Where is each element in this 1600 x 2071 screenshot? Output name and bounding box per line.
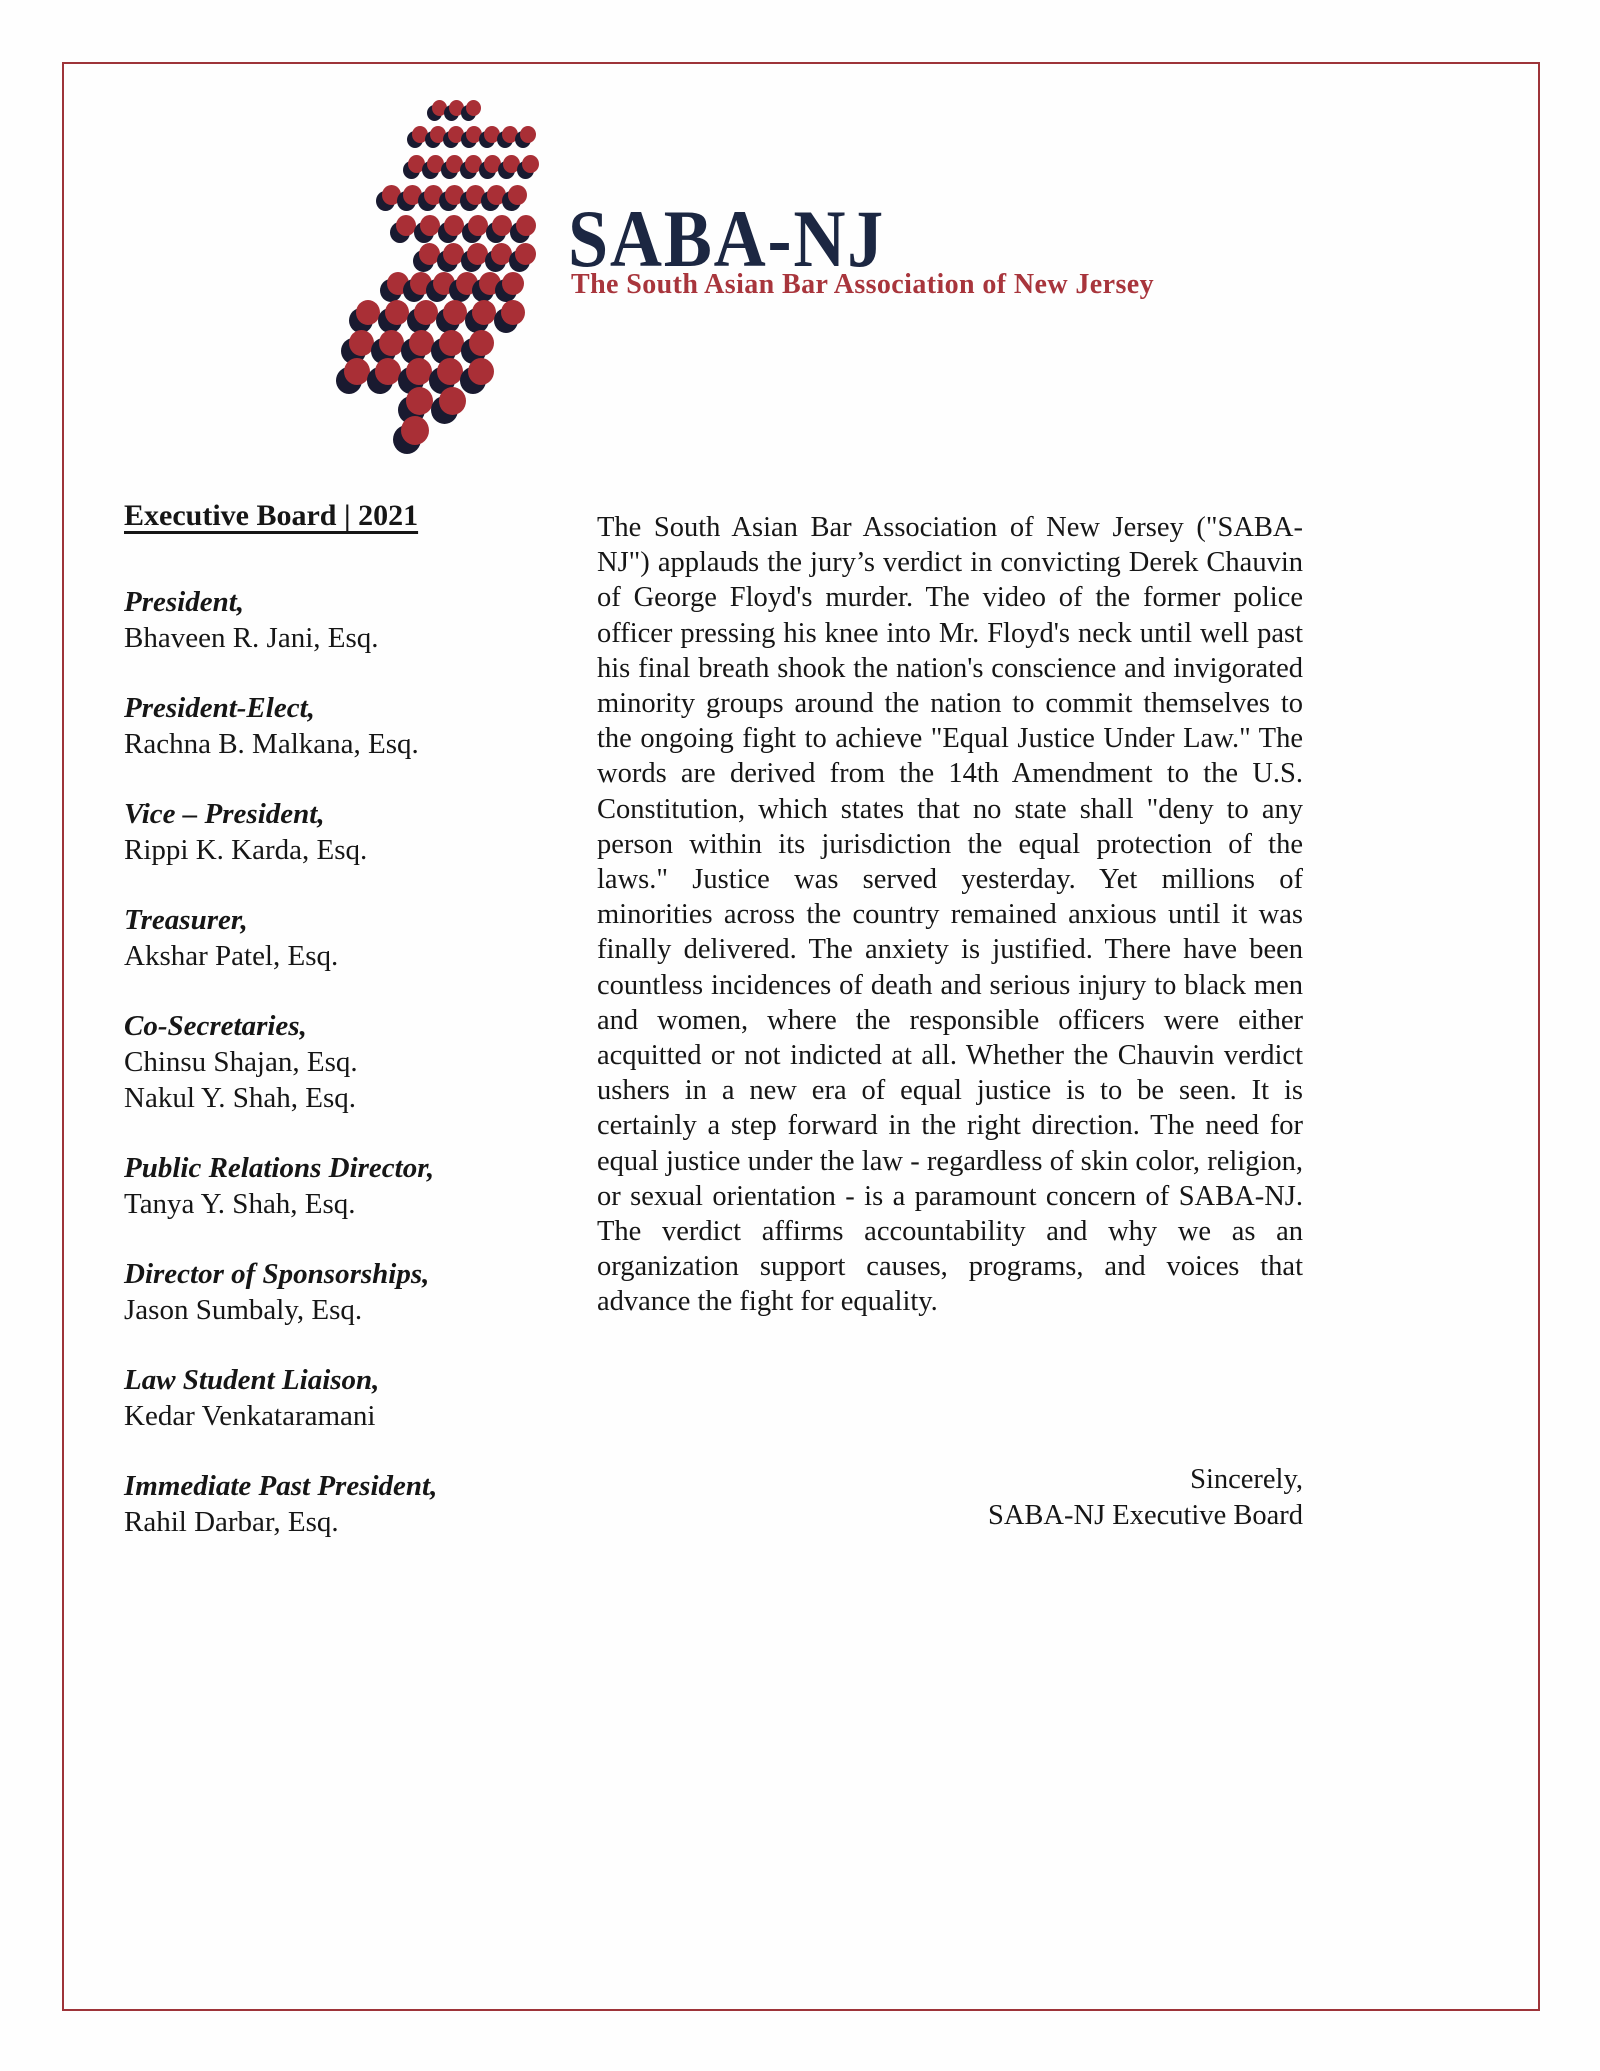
logo-dot [468, 358, 494, 385]
logo-dot [502, 126, 518, 143]
logo-dot [487, 185, 506, 205]
logo-dot [396, 215, 416, 236]
logo-dot [427, 155, 444, 173]
logo-dot [424, 185, 443, 205]
logo-dot [439, 387, 466, 415]
board-member-name: Akshar Patel, Esq. [124, 940, 339, 972]
board-member [124, 796, 554, 868]
logo-dot [419, 243, 440, 265]
closing-salutation: Sincerely, [1190, 1463, 1303, 1495]
logo-dot [484, 155, 501, 173]
logo-dot [466, 100, 481, 116]
board-member-name: Nakul Y. Shah, Esq. [124, 1082, 356, 1114]
logo-dot [349, 330, 374, 356]
logo-dot [456, 272, 478, 295]
logo-dot [508, 185, 527, 205]
logo-dot [439, 330, 464, 356]
board-member-name: Rahil Darbar, Esq. [124, 1506, 339, 1538]
logo-dot [430, 126, 446, 143]
board-member-name: Chinsu Shajan, Esq. [124, 1046, 358, 1078]
board-role-title: Law Student Liaison, [124, 1364, 380, 1396]
board-member [124, 1468, 554, 1540]
logo-dot [503, 155, 520, 173]
logo-dot [465, 155, 482, 173]
board-role-title: Director of Sponsorships, [124, 1258, 430, 1290]
logo-dot [445, 185, 464, 205]
board-heading: Executive Board | 2021 [124, 499, 419, 532]
board-member-name: Kedar Venkataramani [124, 1400, 376, 1432]
logo-dot [443, 300, 467, 325]
logo-dot [448, 126, 464, 143]
board-member-name: Rachna B. Malkana, Esq. [124, 728, 419, 760]
logo-dot [468, 215, 488, 236]
logo-dot [522, 155, 539, 173]
logo-dot [401, 416, 429, 445]
logo-dot [433, 272, 455, 295]
board-member-name: Tanya Y. Shah, Esq. [124, 1188, 356, 1220]
logo-dot [516, 215, 536, 236]
logo-dot [520, 126, 536, 143]
nj-state-dots-logo-icon [340, 88, 570, 453]
board-role-title: Public Relations Director, [124, 1152, 435, 1184]
logo-dot [472, 300, 496, 325]
letter-body-text: The South Asian Bar Association of New Jersey ("SABA-NJ") applauds the jury’s verdict in convicting Derek Chauvin of George Floyd's murder. The video of the former police officer pressing his knee into Mr. Floyd's neck until well past his final breath shook the nation's conscience and invigorated minority groups around the nation to commit themselves to the ongoing fight to achieve "Equal Justice Under Law." The words are derived from the 14th Amendment to the U.S. Constitution, which states that no state shall "deny to any person within its jurisdiction the equal protection of the laws." Justice was served yesterday. Yet millions of minorities across the country remained anxious until it was finally delivered. The anxiety is justified. There have been countless incidences of death and serious injury to black men and women, where the responsible officers were either acquitted or not indicted at all. Whether the Chauvin verdict ushers in a new era of equal justice is to be seen. It is certainly a step forward in the right direction. The need for equal justice under the law - regardless of skin color, religion, or sexual orientation - is a paramount concern of SABA-NJ. The verdict affirms accountability and why we as an organization support causes, programs, and voices that advance the fight for equality. [597, 512, 1303, 1318]
logo-dot [466, 185, 485, 205]
logo-dot [408, 155, 425, 173]
logo-dot [344, 358, 370, 385]
logo-dot [412, 126, 428, 143]
logo-dot [449, 100, 464, 116]
logo-dot [491, 243, 512, 265]
logo-dot [375, 358, 401, 385]
board-member [124, 902, 554, 974]
logo-dot [469, 330, 494, 356]
logo-dot [515, 243, 536, 265]
logo-dot [443, 243, 464, 265]
logo-dot [444, 215, 464, 236]
board-member [124, 1150, 554, 1222]
executive-board-column [124, 498, 554, 1574]
logo-dot [420, 215, 440, 236]
logo-dot [446, 155, 463, 173]
brand-name: SABA-NJ [568, 193, 886, 284]
logo-dot [432, 100, 447, 116]
logo-dot [479, 272, 501, 295]
logo-dot [406, 358, 432, 385]
board-list [124, 584, 554, 1540]
letter-closing [597, 1462, 1303, 1534]
board-role-title: President, [124, 586, 245, 618]
logo-dot [437, 358, 463, 385]
board-member-name: Rippi K. Karda, Esq. [124, 834, 368, 866]
board-member [124, 1362, 554, 1434]
board-role-title: Vice – President, [124, 798, 325, 830]
logo-dot [466, 126, 482, 143]
letter-body-column [597, 510, 1303, 1534]
logo-dot [356, 300, 380, 325]
logo-dot [414, 300, 438, 325]
logo-dot [467, 243, 488, 265]
board-role-title: Co-Secretaries, [124, 1010, 307, 1042]
logo-dot [382, 185, 401, 205]
logo-dot [385, 300, 409, 325]
closing-signature: SABA-NJ Executive Board [987, 1499, 1303, 1531]
board-member [124, 690, 554, 762]
logo-dot [409, 330, 434, 356]
logo-dot [406, 387, 433, 415]
board-member-name: Jason Sumbaly, Esq. [124, 1294, 363, 1326]
logo-dot [501, 300, 525, 325]
logo-dot [484, 126, 500, 143]
board-role-title: President-Elect, [124, 692, 315, 724]
logo-dot [387, 272, 409, 295]
logo-dot [492, 215, 512, 236]
board-member [124, 1256, 554, 1328]
board-member-name: Bhaveen R. Jani, Esq. [124, 622, 379, 654]
brand-tagline: The South Asian Bar Association of New Jersey [571, 269, 1154, 300]
logo-dot [410, 272, 432, 295]
logo-dot [379, 330, 404, 356]
board-role-title: Treasurer, [124, 904, 248, 936]
logo-dot [502, 272, 524, 295]
board-role-title: Immediate Past President, [124, 1470, 438, 1502]
board-member [124, 1008, 554, 1116]
logo-dot [403, 185, 422, 205]
board-member [124, 584, 554, 656]
